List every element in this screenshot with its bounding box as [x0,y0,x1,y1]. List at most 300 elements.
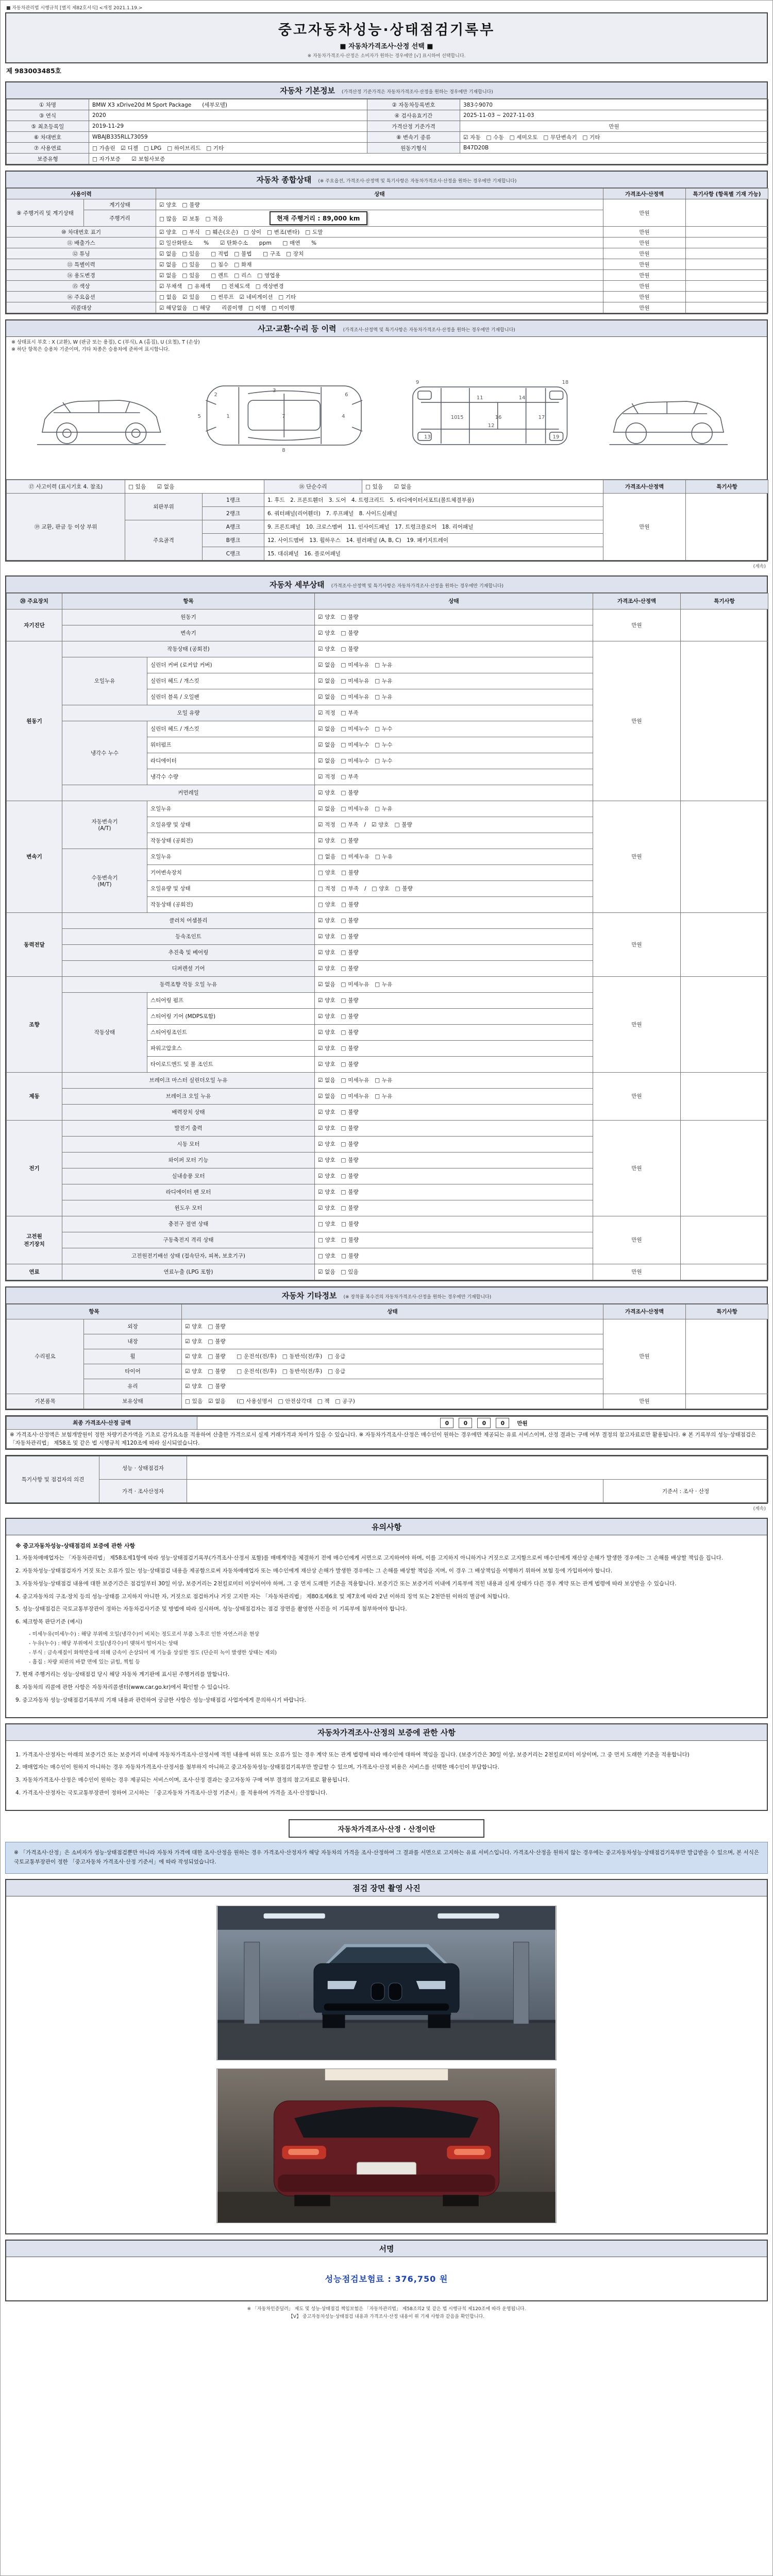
section-basic-header [6,82,767,99]
value-cell [686,199,768,227]
section-signature-title: 서명 [379,2244,394,2253]
label-cell: 원동기형식 [367,143,460,154]
label-cell: 브레이크 마스터 실린더오일 누유 [62,1072,315,1088]
checkbox-field: ☑ 양호 □ 불량 [315,1040,593,1056]
group-label-cell: 제동 [7,1072,62,1120]
label-cell: ⑲ 교환, 판금 등 이상 부위 [7,493,125,560]
checkbox-field: ☑ 적정 □ 부족 / ☑ 양호 □ 불량 [315,817,593,833]
basis-cell: 기준서 : 조사 · 산정 [603,1480,768,1503]
label-cell: ⑪ 배출가스 [7,238,156,248]
label-cell: 추진축 및 베어링 [62,944,315,960]
header-cell: 특기사항 [686,480,768,493]
notice-item: 9. 중고자동차 성능·상태점검기록부의 기재 내용과 관련하여 궁금한 사항은 성능·상태점검 사업자에게 문의하시기 바랍니다. [15,1697,306,1703]
value-cell [681,1120,768,1216]
checkbox-field: ☑ 양호 □ 불량 [315,609,593,625]
document-subtitle: ■ 자동차가격조사·산정 선택 ■ [340,43,433,50]
svg-text:17: 17 [538,414,545,420]
svg-text:14: 14 [518,395,526,401]
header-cell: 항목 [62,593,315,609]
label-cell: ⑭ 용도변경 [7,270,156,281]
signature-area [6,2257,767,2300]
section-price-warranty [5,1723,768,1811]
checkbox-field: ☑ 양호 □ 불량 [315,1120,593,1136]
svg-text:12: 12 [488,422,495,429]
price-cell: 만원 [593,976,681,1072]
label-cell: 1랭크 [203,493,264,506]
label-cell: 연료누출 (LPG 포함) [62,1264,315,1280]
etc-info-table [6,1304,767,1409]
svg-text:15: 15 [457,414,464,420]
notice-item: 4. 중고자동차의 구조·장치 등의 성능·상태를 고지하지 아니한 자, 거짓으로 점검하거나 거짓 고지한 자는 「자동차관리법」 제80조제6호 및 제7호에 따라 2년 이하의 징역 또는 2천만원 이하의 벌금에 처합니다. [15,1593,510,1600]
header-cell: 최종 가격조사·산정 금액 [7,1416,197,1429]
checkbox-field: ☑ 양호 □ 불량 [315,1024,593,1040]
checkbox-field: ☑ 양호 □ 불량 [182,1319,603,1334]
inspection-photo-front [216,1906,557,2060]
section-photos-title: 점검 장면 촬영 사진 [352,1883,421,1893]
label-cell: ⑬ 특별이력 [7,259,156,270]
value-cell [686,1394,768,1409]
footer-note-line1: ※ 「자동차인증딜러」 제도 및 성능·상태점검 책임보험은 「자동차관리법」 제58조의2 및 같은 법 시행규칙 제120조에 따라 운영됩니다. [247,2306,526,2312]
label-cell: 유리 [84,1379,182,1394]
group-label-cell: 자기진단 [7,609,62,641]
checkbox-field: ☑ 양호 □ 불량 [182,1379,603,1394]
label-cell: ② 자동차등록번호 [367,99,460,110]
label-cell: ③ 연식 [7,110,89,121]
damage-code-legend-line2: ※ 하단 항목은 승용차 기준이며, 기타 차종은 승용차에 준하여 표시합니다. [11,347,170,353]
svg-text:7: 7 [282,413,285,419]
checkbox-field: ☑ 양호 □ 불량 [315,1168,593,1184]
parts-list-cell: 9. 프론트패널 10. 크로스멤버 11. 인사이드패널 17. 트렁크플로어 18. 리어패널 [264,520,603,533]
section-signature [5,2240,768,2301]
group-label-cell: 고전원 전기장치 [7,1216,62,1264]
label-cell: 작동상태 [62,992,147,1072]
notice-item: 2. 자동차성능·상태점검자가 거짓 또는 오류가 있는 성능·상태점검 내용을 제공함으로써 자동차매매업자 또는 매수인에게 재산상 손해가 발생한 경우에는 그 손해를 배상할 책임을 지며, 이 경우 그 배상책임을 이행하기 위하여 보험 등에 가입하여야 합니다. [15,1567,613,1574]
label-cell: A랭크 [203,520,264,533]
checkbox-field: ☑ 없음 □ 미세누유 □ 누유 [315,657,593,673]
document-number: 제 983003485호 [6,67,61,75]
value-cell: 383수9070 [460,99,768,110]
label-cell: 보유상태 [84,1394,182,1409]
svg-text:6: 6 [345,392,348,398]
checkbox-field: □ 양호 □ 불량 [315,865,593,880]
label-cell: ⑤ 최초등록일 [7,121,89,132]
value-cell: 오일유량 및 상태 [147,817,315,833]
value-cell: 오일유량 및 상태 [147,880,315,896]
group-label-cell: 연료 [7,1264,62,1280]
price-cell: 만원 [593,1216,681,1264]
label-cell: 라디에이터 팬 모터 [62,1184,315,1200]
label-cell: 와이퍼 모터 기능 [62,1152,315,1168]
value-cell [681,641,768,801]
checkbox-field: ☑ 없음 □ 미세누유 □ 누유 [315,801,593,817]
label-cell: 성능 · 상태점검자 [99,1456,187,1480]
header-cell: 상태 [315,593,593,609]
header-cell: 가격조사·산정액 [603,189,686,199]
label-cell: 냉각수 누수 [62,721,147,785]
svg-text:18: 18 [562,379,569,385]
section-warranty-header [6,1724,767,1741]
value-cell [686,281,768,292]
price-cell: 만원 [593,912,681,976]
value-cell: 스티어링 펌프 [147,992,315,1008]
label-cell: 타이어 [84,1364,182,1379]
checkbox-field: ☑ 양호 □ 불량 [315,912,593,928]
checkbox-field: ☑ 양호 □ 불량 [182,1334,603,1349]
section-final-price [5,1415,768,1450]
inspector-opinion-table [6,1456,767,1503]
label-cell: 계기상태 [84,199,156,210]
value-cell [686,227,768,238]
header-cell: 특기사항 [686,1304,768,1319]
label-cell: 특기사항 및 점검자의 의견 [7,1456,99,1503]
price-cell: 만원 [593,609,681,641]
checkbox-field: ☑ 양호 □ 불량 [315,1104,593,1120]
checkbox-field: □ 자가보증 ☑ 보험사보증 [89,154,768,164]
document-note: ※ 자동차가격조사·산정은 소비자가 원하는 경우에만 [√] 표시하여 선택합니다. [307,54,466,59]
header-cell: 가격조사·산정액 [603,1304,686,1319]
notice-item: 3. 자동차성능·상태점검 내용에 대한 보증기간은 점검일부터 30일 이상, 보증거리는 2천킬로미터 이상이어야 하며, 그 중 먼저 도래한 기준을 적용합니다. 보증기간 또는 보증거리 이내에 기록부에 적힌 내용과 실제 상태가 다른 경우 계약 또는 관계 법령에 따라 보상받을 수 있습니다. [15,1580,677,1587]
label-cell: 동력조향 작동 오일 누유 [62,976,315,992]
svg-text:8: 8 [282,447,285,453]
checkbox-field: ☑ 자동 □ 수동 □ 세미오토 □ 무단변속기 □ 기타 [460,132,768,143]
parts-list-cell: 15. 대쉬패널 16. 플로어패널 [264,547,603,560]
svg-text:2: 2 [214,392,217,398]
label-cell: 작동상태 (공회전) [62,641,315,657]
parts-list-cell: 6. 쿼터패널(리어휀더) 7. 루프패널 8. 사이드실패널 [264,506,603,520]
value-cell [187,1480,603,1503]
checkbox-field: □ 양호 □ 불량 [315,1232,593,1248]
checkbox-field: □ 많음 ☑ 보통 □ 적음 현재 주행거리 : 89,000 km [156,210,603,227]
value-cell: 워터펌프 [147,737,315,753]
label-cell: ⑦ 사용연료 [7,143,89,154]
section-detail-state [5,575,768,1281]
label-cell: 실내송풍 모터 [62,1168,315,1184]
price-unit-label: 만원 [517,1420,528,1427]
label-cell: 휠 [84,1349,182,1364]
checkbox-field: ☑ 양호 □ 불량 □ 운전석(전/후) □ 동반석(전/후) □ 응급 [182,1349,603,1364]
warranty-body [6,1741,767,1810]
notice-subitem: - 부식 : 금속재질이 화학반응에 의해 금속이 손상되어 제 기능을 상실한 정도 (단순히 녹이 발생한 상태는 제외) [29,1650,277,1656]
group-label-cell: 조향 [7,976,62,1072]
value-cell: 실린더 커버 (로커암 커버) [147,657,315,673]
svg-text:13: 13 [424,434,431,440]
label-cell: B랭크 [203,533,264,547]
checkbox-field: □ 양호 □ 불량 [315,1216,593,1232]
checkbox-field: ☑ 없음 □ 미세누수 □ 누수 [315,737,593,753]
value-cell [686,270,768,281]
footer-notes [5,2306,768,2321]
section-notice-header [6,1519,767,1535]
checkbox-field: ☑ 없음 □ 미세누유 □ 누유 [315,673,593,689]
label-cell: 2랭크 [203,506,264,520]
damage-code-legend-line1: ※ 상태표시 부호 : X (교환), W (판금 또는 용접), C (부식), A (흠집), U (요철), T (손상) [11,340,200,345]
price-digit-box: 0 [477,1418,491,1428]
value-cell: 2025-11-03 ~ 2027-11-03 [460,110,768,121]
checkbox-field: ☑ 양호 □ 불량 [315,1184,593,1200]
notice-item: 2. 매매업자는 매수인이 원하지 아니하는 경우 자동차가격조사·산정서를 첨부하지 아니하고 중고자동차성능·상태점검기록부만 발급할 수 있으며, 가격조사·산정 비용은 서비스를 선택한 매수인이 부담합니다. [15,1764,499,1771]
section-overall-state [5,171,768,314]
checkbox-field: ☑ 없음 □ 미세누유 □ 누유 [315,1088,593,1104]
price-cell: 만원 [593,1264,681,1280]
value-cell [681,609,768,641]
checkbox-field: ☑ 없음 □ 있음 □ 렌트 □ 리스 □ 영업용 [156,270,603,281]
price-cell: 만원 [603,259,686,270]
label-cell: 내장 [84,1334,182,1349]
svg-text:3: 3 [273,387,276,394]
checkbox-field: ☑ 양호 □ 불량 [315,992,593,1008]
value-cell [686,238,768,248]
value-cell: 냉각수 수량 [147,769,315,785]
detail-state-table [6,593,767,1280]
group-label-cell: 원동기 [7,641,62,801]
notice-body [6,1535,767,1717]
section-etc-header [6,1287,767,1304]
label-cell: 수동변속기 (M/T) [62,849,147,912]
value-cell [681,1264,768,1280]
final-price-digits [197,1416,768,1429]
value-cell: 오일누유 [147,801,315,817]
notice-item: 1. 가격조사·산정자는 아래의 보증기간 또는 보증거리 이내에 자동차가격조사·산정서에 적힌 내용에 허위 또는 오류가 있는 경우 계약 또는 관계 법령에 따라 매수인에 대하여 책임을 집니다. (보증기간은 30일 이상, 보증거리는 2천킬로미터 이상이며, 그 중 먼저 도래한 기준을 적용합니다) [15,1751,690,1758]
checkbox-field: ☑ 양호 □ 불량 [315,928,593,944]
checkbox-field: ☑ 무채색 □ 유채색 □ 전체도색 □ 색상변경 [156,281,603,292]
value-cell [681,1072,768,1120]
value-cell: 작동상태 (공회전) [147,896,315,912]
label-cell: 발전기 출력 [62,1120,315,1136]
section-accident-title: 사고·교환·수리 등 이력 [258,324,337,333]
checkbox-field: □ 있음 ☑ 없음 [125,480,264,493]
checkbox-field: ☑ 양호 □ 불량 [315,960,593,976]
inspection-photo-rear [216,2069,557,2223]
checkbox-field: ☑ 없음 □ 미세누수 □ 누수 [315,753,593,769]
value-cell: 작동상태 (공회전) [147,833,315,849]
section-signature-header [6,2241,767,2257]
price-cell: 만원 [460,121,768,132]
value-cell: 실린더 헤드 / 개스킷 [147,721,315,737]
label-cell: 디퍼렌셜 기어 [62,960,315,976]
checkbox-field: □ 양호 □ 불량 [315,1248,593,1264]
price-survey-definition-box: ※ 「가격조사·산정」은 소비자가 성능·상태점검뿐만 아니라 자동차 가격에 대한 조사·산정을 원하는 경우 가격조사·산정자가 해당 자동차의 가격을 조사·산정하여 그 결과를 서면으로 고지하는 유료 서비스입니다. 가격조사·산정을 원하지 않는 경우에는 중고자동차성능·상태점검기록부만 발급받을 수 있으며, 본 서식은 국토교통부장관이 정한 「중고자동차 가격조사·산정 기준서」에 따라 작성되었습니다. [5,1842,768,1874]
page-continued-marker: (계속) [753,564,766,569]
value-cell: WBAJB335RLL73059 [89,132,367,143]
svg-text:10: 10 [450,414,458,420]
value-cell [187,1456,768,1480]
price-survey-definition-title: 자동차가격조사·산정 · 산정이란 [289,1819,484,1838]
value-cell: BMW X3 xDrive20d M Sport Package (세부모델) [89,99,367,110]
svg-text:16: 16 [495,414,502,420]
value-cell: 2019-11-29 [89,121,367,132]
checkbox-field: ☑ 없음 □ 있음 □ 침수 □ 화재 [156,259,603,270]
checkbox-field: ☑ 양호 □ 불량 [315,625,593,641]
price-cell: 만원 [603,1319,686,1394]
value-cell [686,302,768,313]
basic-info-table [6,99,767,164]
label-cell: 윈도우 모터 [62,1200,315,1216]
label-cell: 고전원전기배선 상태 (접속단자, 피복, 보호기구) [62,1248,315,1264]
label-cell: 가격산정 기준가격 [367,121,460,132]
section-detail-header [6,577,767,593]
header-cell: 상태 [182,1304,603,1319]
checkbox-field: ☑ 양호 □ 불량 [315,1008,593,1024]
label-cell: 주행거리 [84,210,156,227]
document-title: 중고자동차성능·상태점검기록부 [278,22,495,38]
notice-item: 1. 자동차매매업자는 「자동차관리법」 제58조제1항에 따라 성능·상태점검기록부(가격조사·산정서 포함)를 매매계약을 체결하기 전에 매수인에게 서면으로 고지하여야 하며, 이를 고지하지 아니하거나 거짓으로 고지함으로써 매수인에게 재산상 손해가 발생한 경우에는 그 손해를 배상할 책임을 집니다. [15,1555,724,1562]
price-cell: 만원 [593,641,681,801]
label-cell: ⑥ 차대번호 [7,132,89,143]
page-continued-marker: (계속) [753,1506,766,1512]
header-cell: ⑳ 주요장치 [7,593,62,609]
svg-text:4: 4 [342,413,345,419]
svg-text:19: 19 [552,434,560,440]
section-overall-title: 자동차 종합상태 [256,175,312,184]
label-cell: ⑨ 주행거리 및 계기상태 [7,199,84,227]
photo-container [6,1896,767,2233]
section-detail-title: 자동차 세부상태 [270,580,325,589]
notice-item: 4. 가격조사·산정자는 국토교통부장관이 정하여 고시하는 「중고자동차 가격조사·산정 기준서」를 적용하여 가격을 조사·산정합니다. [15,1790,328,1797]
current-mileage-badge: 현재 주행거리 : 89,000 km [270,211,367,225]
value-cell: 라디에이터 [147,753,315,769]
final-price-table [6,1416,767,1449]
checkbox-field: ☑ 없음 □ 미세누유 □ 누유 [315,976,593,992]
label-cell: 구동축전지 격리 상태 [62,1232,315,1248]
price-cell: 만원 [603,302,686,313]
section-notice-title: 유의사항 [372,1522,401,1532]
checkbox-field: ☑ 없음 □ 미세누유 □ 누유 [315,689,593,705]
notice-item: 7. 현재 주행거리는 성능·상태점검 당시 해당 자동차 계기판에 표시된 주행거리를 말합니다. [15,1671,230,1678]
label-cell: 수리필요 [7,1319,84,1394]
header-cell: 사용이력 [7,189,156,199]
price-cell: 만원 [593,1072,681,1120]
checkbox-field: ☑ 적정 □ 부족 [315,705,593,721]
label-cell: ① 차명 [7,99,89,110]
value-cell: 실린더 블록 / 오일팬 [147,689,315,705]
price-cell: 만원 [603,270,686,281]
value-cell: 2020 [89,110,367,121]
notice-item: 5. 성능·상태점검은 국토교통부장관이 정하는 자동차검사기준 및 방법에 따라 실시하며, 성능·상태점검자는 점검 장면을 촬영한 사진을 이 기록부에 첨부하여야 합니다. [15,1606,407,1613]
price-cell: 만원 [603,281,686,292]
parts-list-cell: 1. 후드 2. 프론트휀더 3. 도어 4. 트렁크리드 5. 라디에이터서포트(볼트체결부품) [264,493,603,506]
price-cell: 만원 [593,801,681,912]
section-etc-info [5,1286,768,1410]
value-cell [686,259,768,270]
notice-item: 3. 자동차가격조사·산정은 매수인이 원하는 경우 제공되는 서비스이며, 조사·산정 결과는 중고자동차 구매 여부 결정의 참고자료로 활용됩니다. [15,1777,350,1784]
notice-intro: ※ 중고자동차성능·상태점검의 보증에 관한 사항 [15,1543,136,1550]
label-cell: 외판부위 [125,493,203,520]
checkbox-field: ☑ 해당없음 □ 해당 리콜이행 □ 이행 □ 미이행 [156,302,603,313]
label-cell: 외장 [84,1319,182,1334]
notice-item: 6. 체크항목 판단기준 (예시) [15,1619,82,1625]
section-etc-title: 자동차 기타정보 [281,1291,337,1300]
section-accident-header [6,320,767,337]
section-etc-subtitle: (※ 장착품 복수건의 자동차가격조사·산정을 원하는 경우에만 기재합니다) [343,1294,492,1300]
notice-subitem: - 누유(누수) : 해당 부위에서 오일(냉각수)이 맺혀서 떨어지는 상태 [29,1641,178,1647]
label-cell: 배력장치 상태 [62,1104,315,1120]
checkbox-field: ☑ 없음 □ 미세누수 □ 누수 [315,721,593,737]
section-basic-title: 자동차 기본정보 [280,86,335,95]
value-cell [686,292,768,302]
label-cell: C랭크 [203,547,264,560]
checkbox-field: ☑ 일산화탄소 % ☑ 탄화수소 ppm □ 매연 % [156,238,603,248]
svg-text:11: 11 [476,395,483,401]
section-overall-header [6,172,767,188]
label-cell: 리콜대상 [7,302,156,313]
notice-subitem: - 흠집 : 차량 외판의 바깥 면에 있는 긁힘, 찍힘 등 [29,1659,140,1666]
section-overall-subtitle: (※ 주요옵션, 가격조사·산정액 및 특기사항은 자동차가격조사·산정을 원하는 경우에만 기재합니다) [318,179,517,184]
damage-code-legend [6,337,767,354]
svg-text:5: 5 [197,413,201,419]
section-basic-info [5,81,768,165]
header-cell: 가격조사·산정액 [593,593,681,609]
panel-number-labels [197,380,568,453]
checkbox-field: ☑ 양호 □ 불량 [315,785,593,801]
label-cell: 오일 유량 [62,705,315,721]
section-warranty-title: 자동차가격조사·산정의 보증에 관한 사항 [317,1727,456,1737]
price-digit-box: 0 [440,1418,453,1428]
checkbox-field: ☑ 양호 □ 불량 [156,199,603,210]
checkbox-field: □ 있음 ☑ 없음 (□ 사용설명서 □ 안전삼각대 □ 잭 □ 공구) [182,1394,603,1409]
group-label-cell: 변속기 [7,801,62,912]
value-cell: 파워고압호스 [147,1040,315,1056]
price-cell: 만원 [603,227,686,238]
value-cell [681,976,768,1072]
checkbox-field: □ 없음 □ 미세누유 □ 누유 [315,849,593,865]
checkbox-field: ☑ 양호 □ 불량 [315,1136,593,1152]
section-accident-subtitle: (가격조사·산정액 및 특기사항은 자동차가격조사·산정을 원하는 경우에만 기재합니다) [343,328,515,333]
value-cell: 스티어링조인트 [147,1024,315,1040]
label-cell: 원동기 [62,609,315,625]
value-cell: B47D20B [460,143,768,154]
label-cell: ⑯ 주요옵션 [7,292,156,302]
value-cell: 타이로드엔드 및 볼 조인트 [147,1056,315,1072]
label-cell: ⑫ 튜닝 [7,248,156,259]
section-inspector-opinion [5,1455,768,1504]
form-reference [5,4,768,11]
group-label-cell: 동력전달 [7,912,62,976]
section-detail-subtitle: (가격조사·산정액 및 특기사항은 자동차가격조사·산정을 원하는 경우에만 기재합니다) [331,583,503,589]
label-cell: 커먼레일 [62,785,315,801]
price-cell: 만원 [603,493,686,560]
label-cell: ⑱ 단순수리 [264,480,362,493]
label-cell: 가격 · 조사산정자 [99,1480,187,1503]
checkbox-field: ☑ 없음 □ 있음 [315,1264,593,1280]
label-cell: ⑧ 변속기 종류 [367,132,460,143]
value-cell: 실린더 헤드 / 개스킷 [147,673,315,689]
checkbox-field: ☑ 없음 □ 있음 □ 적법 □ 불법 □ 구조 □ 장치 [156,248,603,259]
label-cell: ⑩ 차대번호 표기 [7,227,156,238]
label-cell: 브레이크 오일 누유 [62,1088,315,1104]
label-cell: 등속조인트 [62,928,315,944]
label-cell: ⑰ 사고이력 (표시기호 4. 참조) [7,480,125,493]
value-cell: 스티어링 기어 (MDPS포함) [147,1008,315,1024]
label-cell: 클러치 어셈블리 [62,912,315,928]
price-cell: 만원 [603,292,686,302]
header-cell: 항목 [7,1304,182,1319]
notice-item: 8. 자동차의 리콜에 관한 사항은 자동차리콜센터(www.car.go.kr)에서 확인할 수 있습니다. [15,1684,230,1690]
value-cell [686,248,768,259]
checkbox-field: ☑ 양호 □ 불량 [315,1200,593,1216]
checkbox-field: ☑ 양호 □ 부식 □ 훼손(오손) □ 상이 □ 변조(변타) □ 도말 [156,227,603,238]
note-cell: ※ 가격조사·산정액은 보험개발원이 정한 차량기준가액을 기초로 감가요소를 적용하여 산출한 가격으로서 실제 거래가격과 차이가 있을 수 있습니다. ※ 자동차가격조사·산정은 매수인이 원하는 경우에만 제공되는 유료 서비스이며, 산정 결과는 구매 여부 결정의 참고자료로만 활용됩니다. ※ 본 기록부의 성능·상태점검은 「자동차관리법」 제58조 및 같은 법 시행규칙 제120조에 따라 실시되었습니다. [7,1429,768,1449]
price-cell: 만원 [603,238,686,248]
footer-note-line2: 【V】 중고자동차성능·상태점검 내용과 가격조사·산정 내용이 위 기재 사항과 같음을 확인합니다. [288,2314,485,2319]
parts-list-cell: 12. 사이드멤버 13. 휠하우스 14. 필러패널 (A, B, C) 19. 패키지트레이 [264,533,603,547]
price-cell: 만원 [603,248,686,259]
label-cell: 보증유형 [7,154,89,164]
accident-history-table [6,480,767,561]
section-photos-header [6,1880,767,1896]
checkbox-field: ☑ 양호 □ 불량 [315,1056,593,1072]
price-digit-box: 0 [496,1418,509,1428]
checkbox-field: ☑ 양호 □ 불량 [315,833,593,849]
